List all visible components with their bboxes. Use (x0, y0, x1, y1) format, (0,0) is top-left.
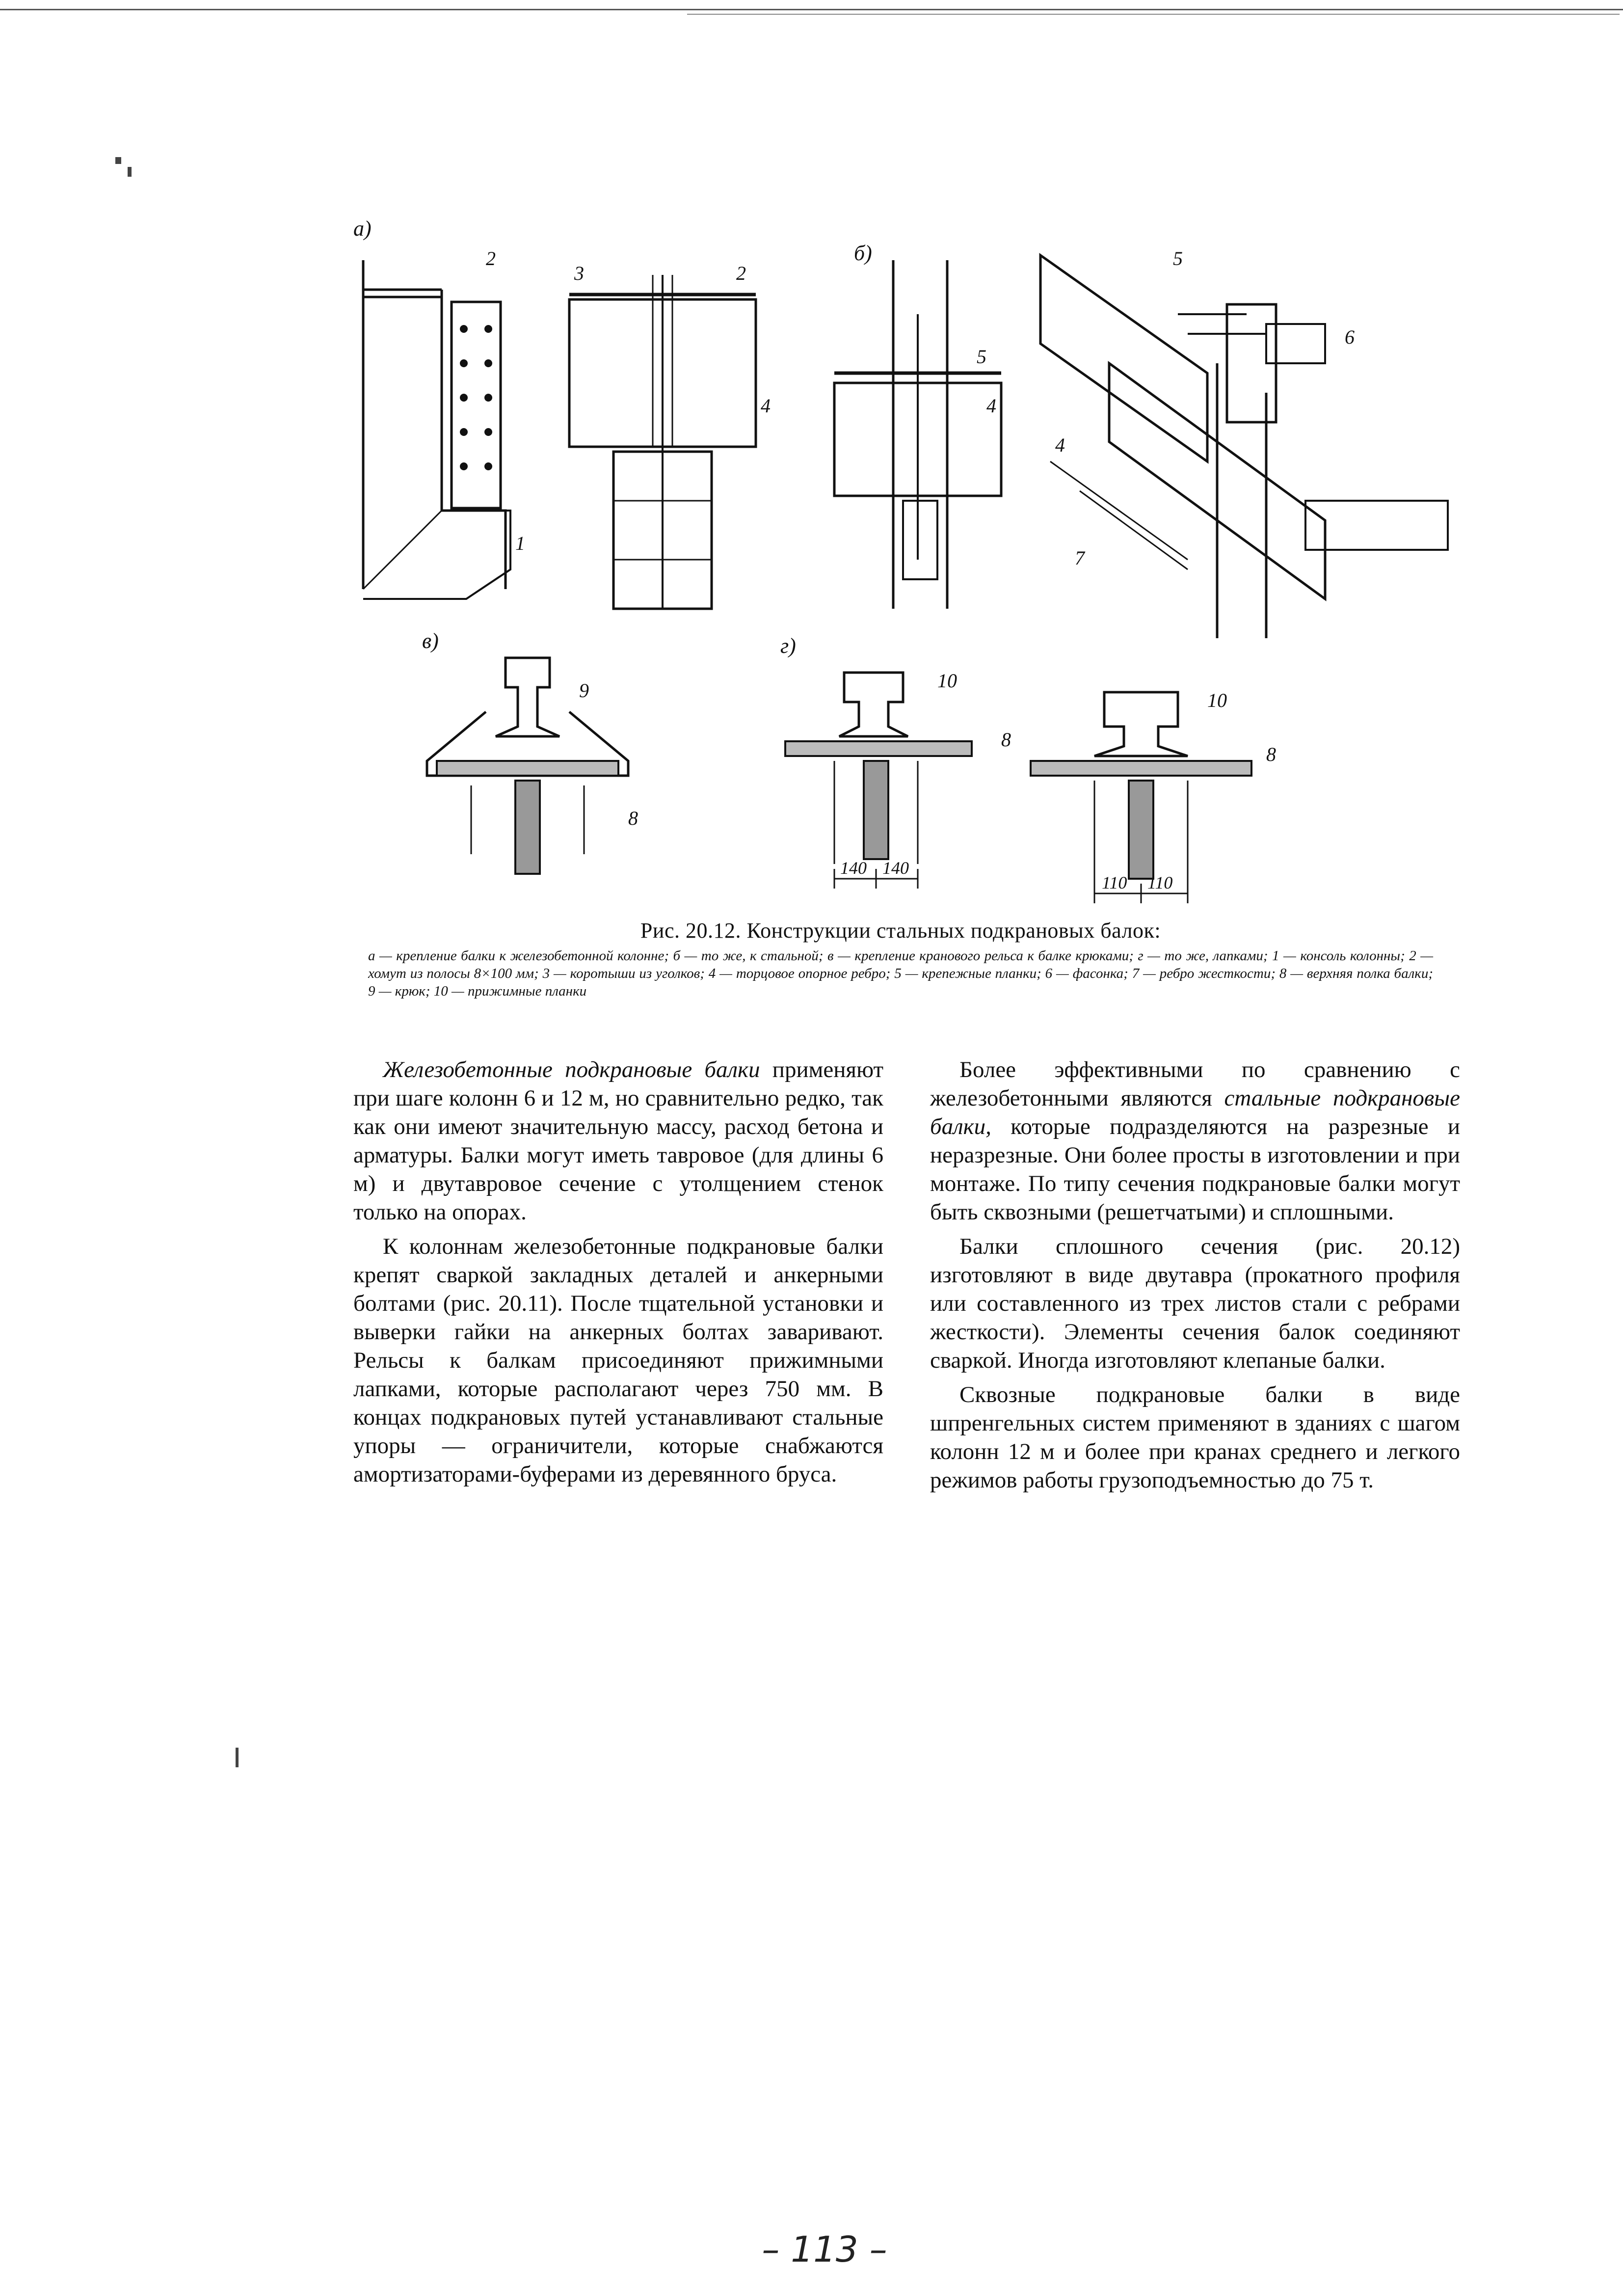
callout-2b: 2 (736, 262, 746, 284)
paragraph (353, 1055, 883, 1226)
callout-2: 2 (486, 247, 496, 270)
paragraph: Балки сплошного сечения (рис. 20.12) изготовляют в виде двутавра (прокатного профиля или составленного из трех листов стали с ребрами жесткости). Элементы сечения балок соединяют сваркой. Иногда изготовляют клепаные балки. (930, 1234, 1460, 1373)
callout-6: 6 (1345, 326, 1355, 348)
figure-crane-beams (344, 216, 1463, 903)
callout-9: 9 (579, 679, 589, 702)
callout-1: 1 (515, 532, 525, 554)
callout-8c: 8 (1266, 743, 1276, 765)
scan-speck (128, 167, 132, 177)
callout-4b: 4 (986, 395, 996, 417)
callout-10: 10 (937, 670, 957, 692)
top-scan-line-secondary (687, 14, 1620, 15)
caption-legend: а — крепление балки к железобетонной колонне; б — то же, к стальной; в — крепление кранового рельса к балке крюками; г — то же, лапками; 1 — консоль колонны; 2 — хомут из полосы 8×100 мм; 3 — коротыши из уголков; 4 — торцовое опорное ребро; 5 — крепежные планки; 6 — фасонка; 7 — ребро жесткости; 8 — верхняя полка балки; 9 — крюк; 10 — прижимные планки (368, 948, 1433, 999)
paragraph (930, 1055, 1460, 1226)
caption-title: Рис. 20.12. Конструкции стальных подкрановых балок: (640, 918, 1161, 943)
figure-drawing (344, 216, 1463, 903)
italic-term: стальные подкрановые балки, (930, 1085, 1460, 1139)
dimension-110-left: 110 (1102, 873, 1127, 892)
callout-4: 4 (761, 395, 771, 417)
panel-label-g: г) (780, 634, 796, 658)
paragraph: К колоннам железобетонные подкрановые балки крепят сваркой закладных деталей и анкерными болтами (рис. 20.11). После тщательной установки и выверки гайки на анкерных болтах заваривают. Рельсы к балкам присоединяют прижимными лапками, которые располагают через 750 мм. В концах подкрановых путей устанавливают стальные упоры — ограничители, которые снабжаются амортизаторами-буферами из деревянного бруса. (353, 1234, 883, 1487)
callout-5: 5 (977, 346, 986, 368)
paragraph-text: применяют при шаге колонн 6 и 12 м, но сравнительно редко, так как они имеют значительную массу, расход бетона и арматуры. Балки могут иметь тавровое (для длины 6 м) и двутавровое сечение с утолщением стенок только на опорах. (353, 1057, 883, 1225)
callout-4c: 4 (1055, 434, 1065, 456)
text-column-right (930, 1055, 1460, 1500)
italic-term: Железобетонные подкрановые балки (383, 1057, 760, 1082)
text-column-left (353, 1055, 883, 1494)
top-scan-line (0, 9, 1623, 10)
callout-8b: 8 (1001, 729, 1011, 751)
callout-5b: 5 (1173, 247, 1183, 270)
scan-speck (115, 157, 121, 164)
paragraph-text: которые подразделяются на разрезные и неразрезные. Они более просты в изготовлении и при монтаже. По типу сечения подкрановые балки могут быть сквозными (решетчатыми) и сплошными. (930, 1114, 1460, 1225)
panel-label-b: б) (854, 241, 872, 265)
page-number: – 113 – (762, 2229, 887, 2270)
figure-caption (348, 918, 1453, 1000)
panel-label-a: а) (353, 216, 372, 241)
callout-10b: 10 (1207, 689, 1227, 711)
callout-3: 3 (574, 262, 584, 284)
panel-label-v: в) (422, 629, 439, 653)
dimension-110-right: 110 (1147, 873, 1173, 892)
callout-7: 7 (1075, 547, 1085, 569)
dimension-140-right: 140 (882, 858, 909, 878)
dimension-140-left: 140 (840, 858, 867, 878)
scan-speck (236, 1748, 239, 1767)
paragraph: Сквозные подкрановые балки в виде шпренгельных систем применяют в зданиях с шагом колонн 12 м и более при кранах среднего и легкого режимов работы грузоподъемностью до 75 т. (930, 1382, 1460, 1493)
paragraph-text: Более эффективными по сравнению с железобетонными являются (930, 1057, 1460, 1111)
callout-8: 8 (628, 807, 638, 829)
